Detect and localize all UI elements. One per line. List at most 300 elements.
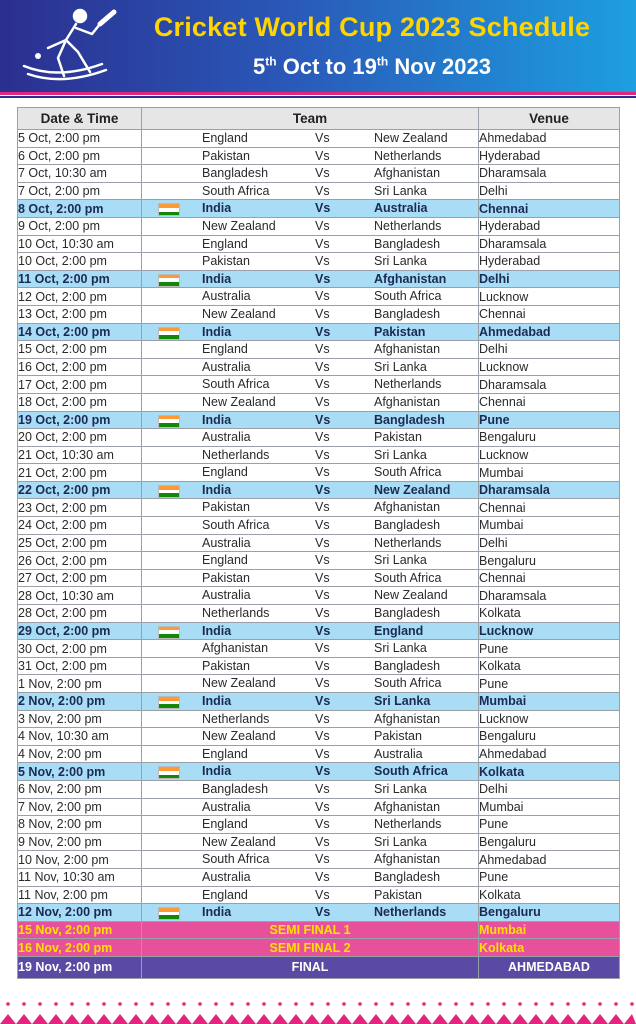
team-two: Afghanistan bbox=[374, 500, 441, 515]
match-date: 12 Nov, 2:00 pm bbox=[18, 904, 142, 922]
match-row bbox=[18, 605, 620, 623]
match-date: 13 Oct, 2:00 pm bbox=[18, 305, 142, 323]
match-row bbox=[18, 534, 620, 552]
match-venue: Bengaluru bbox=[479, 552, 620, 570]
versus-label: Vs bbox=[315, 289, 330, 304]
india-flag-icon bbox=[158, 766, 180, 779]
team-one: New Zealand bbox=[202, 676, 276, 691]
match-date: 10 Oct, 10:30 am bbox=[18, 235, 142, 253]
match-teams bbox=[142, 693, 479, 711]
team-two: South Africa bbox=[374, 465, 442, 480]
match-date: 19 Nov, 2:00 pm bbox=[18, 956, 142, 978]
team-two: Bangladesh bbox=[374, 412, 445, 427]
team-one: Pakistan bbox=[202, 148, 250, 163]
match-teams bbox=[142, 851, 479, 869]
match-venue: Dharamsala bbox=[479, 587, 620, 605]
match-row bbox=[18, 341, 620, 359]
stage-label: SEMI FINAL 2 bbox=[142, 939, 479, 957]
team-two: England bbox=[374, 623, 424, 638]
match-row bbox=[18, 429, 620, 447]
versus-label: Vs bbox=[315, 817, 330, 832]
match-teams bbox=[142, 868, 479, 886]
team-one: Australia bbox=[202, 869, 251, 884]
team-one: England bbox=[202, 131, 248, 145]
team-one: New Zealand bbox=[202, 729, 276, 744]
team-one: India bbox=[202, 324, 232, 339]
match-venue: Ahmedabad bbox=[479, 745, 620, 763]
versus-label: Vs bbox=[315, 887, 330, 902]
match-teams bbox=[142, 816, 479, 834]
versus-label: Vs bbox=[315, 588, 330, 603]
match-venue: Lucknow bbox=[479, 288, 620, 306]
india-match-row bbox=[18, 411, 620, 429]
match-venue: Dharamsala bbox=[479, 376, 620, 394]
team-two: Bangladesh bbox=[374, 518, 441, 533]
versus-label: Vs bbox=[315, 271, 331, 286]
match-venue: Chennai bbox=[479, 499, 620, 517]
match-venue: Bengaluru bbox=[479, 904, 620, 922]
team-two: Australia bbox=[374, 746, 423, 761]
india-match-row bbox=[18, 270, 620, 288]
team-one: South Africa bbox=[202, 852, 270, 867]
team-one: Pakistan bbox=[202, 254, 250, 269]
match-teams bbox=[142, 499, 479, 517]
match-venue: Chennai bbox=[479, 305, 620, 323]
india-match-row bbox=[18, 481, 620, 499]
match-row bbox=[18, 517, 620, 535]
match-venue: Pune bbox=[479, 640, 620, 658]
match-date: 7 Oct, 2:00 pm bbox=[18, 182, 142, 200]
team-two: South Africa bbox=[374, 764, 448, 779]
match-date: 31 Oct, 2:00 pm bbox=[18, 657, 142, 675]
match-teams bbox=[142, 552, 479, 570]
match-teams bbox=[142, 130, 479, 148]
india-flag-icon bbox=[158, 203, 180, 216]
team-two: Bangladesh bbox=[374, 236, 441, 251]
match-teams bbox=[142, 323, 479, 341]
match-date: 9 Nov, 2:00 pm bbox=[18, 833, 142, 851]
team-two: Sri Lanka bbox=[374, 834, 427, 849]
match-venue: Ahmedabad bbox=[479, 323, 620, 341]
match-date: 7 Oct, 10:30 am bbox=[18, 165, 142, 183]
match-row bbox=[18, 833, 620, 851]
team-one: South Africa bbox=[202, 183, 270, 198]
team-two: Pakistan bbox=[374, 430, 422, 445]
versus-label: Vs bbox=[315, 799, 330, 814]
match-date: 16 Nov, 2:00 pm bbox=[18, 939, 142, 957]
versus-label: Vs bbox=[315, 852, 330, 867]
match-row bbox=[18, 868, 620, 886]
team-one: India bbox=[202, 482, 232, 497]
match-row bbox=[18, 587, 620, 605]
match-venue: Pune bbox=[479, 868, 620, 886]
versus-label: Vs bbox=[315, 236, 330, 251]
match-date: 23 Oct, 2:00 pm bbox=[18, 499, 142, 517]
match-venue: Pune bbox=[479, 411, 620, 429]
match-row bbox=[18, 305, 620, 323]
stage-label: SEMI FINAL 1 bbox=[142, 921, 479, 939]
team-one: Australia bbox=[202, 430, 251, 445]
schedule-table bbox=[17, 107, 620, 979]
team-one: Netherlands bbox=[202, 447, 270, 462]
india-match-row bbox=[18, 622, 620, 640]
match-venue: Delhi bbox=[479, 182, 620, 200]
match-teams bbox=[142, 305, 479, 323]
match-venue: Pune bbox=[479, 675, 620, 693]
team-one: England bbox=[202, 342, 248, 357]
match-date: 10 Nov, 2:00 pm bbox=[18, 851, 142, 869]
team-two: Afghanistan bbox=[374, 166, 441, 181]
match-date: 5 Oct, 2:00 pm bbox=[18, 130, 142, 148]
match-row bbox=[18, 640, 620, 658]
match-venue: Kolkata bbox=[479, 605, 620, 623]
india-match-row bbox=[18, 763, 620, 781]
india-flag-icon bbox=[158, 696, 180, 709]
team-two: Pakistan bbox=[374, 887, 422, 902]
team-two: Afghanistan bbox=[374, 394, 441, 409]
match-date: 10 Oct, 2:00 pm bbox=[18, 253, 142, 271]
match-venue: Bengaluru bbox=[479, 429, 620, 447]
match-date: 30 Oct, 2:00 pm bbox=[18, 640, 142, 658]
column-header-venue: Venue bbox=[479, 108, 620, 130]
match-teams bbox=[142, 270, 479, 288]
match-teams bbox=[142, 587, 479, 605]
match-row bbox=[18, 446, 620, 464]
date-range-subtitle: 5th Oct to 19th Nov 2023 bbox=[253, 54, 491, 79]
versus-label: Vs bbox=[315, 623, 331, 638]
team-two: New Zealand bbox=[374, 482, 451, 497]
india-flag-icon bbox=[158, 274, 180, 287]
versus-label: Vs bbox=[315, 746, 330, 761]
match-date: 22 Oct, 2:00 pm bbox=[18, 481, 142, 499]
match-teams bbox=[142, 517, 479, 535]
match-teams bbox=[142, 780, 479, 798]
match-row bbox=[18, 464, 620, 482]
versus-label: Vs bbox=[315, 641, 330, 656]
team-two: Netherlands bbox=[374, 377, 442, 392]
match-teams bbox=[142, 622, 479, 640]
versus-label: Vs bbox=[315, 500, 330, 515]
team-one: England bbox=[202, 236, 248, 251]
versus-label: Vs bbox=[315, 535, 330, 550]
match-date: 15 Nov, 2:00 pm bbox=[18, 921, 142, 939]
match-teams bbox=[142, 200, 479, 218]
versus-label: Vs bbox=[315, 377, 330, 392]
match-row bbox=[18, 235, 620, 253]
versus-label: Vs bbox=[315, 518, 330, 533]
match-date: 20 Oct, 2:00 pm bbox=[18, 429, 142, 447]
match-date: 8 Nov, 2:00 pm bbox=[18, 816, 142, 834]
match-venue: Chennai bbox=[479, 200, 620, 218]
versus-label: Vs bbox=[315, 570, 330, 585]
team-one: England bbox=[202, 887, 248, 902]
match-date: 28 Oct, 10:30 am bbox=[18, 587, 142, 605]
team-one: New Zealand bbox=[202, 218, 276, 233]
match-date: 3 Nov, 2:00 pm bbox=[18, 710, 142, 728]
versus-label: Vs bbox=[315, 166, 330, 181]
team-two: Afghanistan bbox=[374, 342, 441, 357]
table-header-row bbox=[18, 108, 620, 130]
versus-label: Vs bbox=[315, 729, 330, 744]
team-one: Netherlands bbox=[202, 606, 270, 621]
versus-label: Vs bbox=[315, 447, 330, 462]
match-date: 2 Nov, 2:00 pm bbox=[18, 693, 142, 711]
match-date: 21 Oct, 2:00 pm bbox=[18, 464, 142, 482]
team-one: India bbox=[202, 412, 232, 427]
team-one: Pakistan bbox=[202, 658, 250, 673]
match-teams bbox=[142, 534, 479, 552]
versus-label: Vs bbox=[315, 465, 330, 480]
team-two: Pakistan bbox=[374, 729, 422, 744]
match-row bbox=[18, 780, 620, 798]
match-venue: Kolkata bbox=[479, 763, 620, 781]
team-one: India bbox=[202, 271, 232, 286]
match-date: 6 Oct, 2:00 pm bbox=[18, 147, 142, 165]
match-venue: Mumbai bbox=[479, 464, 620, 482]
match-date: 28 Oct, 2:00 pm bbox=[18, 605, 142, 623]
match-row bbox=[18, 130, 620, 148]
match-venue: Lucknow bbox=[479, 446, 620, 464]
match-teams bbox=[142, 376, 479, 394]
match-row bbox=[18, 728, 620, 746]
match-venue: Hyderabad bbox=[479, 147, 620, 165]
team-two: Netherlands bbox=[374, 535, 442, 550]
team-one: Netherlands bbox=[202, 711, 270, 726]
footer-zigzag-border bbox=[0, 996, 636, 1024]
team-two: Sri Lanka bbox=[374, 781, 427, 796]
team-two: Bangladesh bbox=[374, 306, 441, 321]
team-one: Bangladesh bbox=[202, 781, 269, 796]
match-teams bbox=[142, 429, 479, 447]
match-teams bbox=[142, 745, 479, 763]
team-two: Afghanistan bbox=[374, 799, 441, 814]
team-two: South Africa bbox=[374, 676, 442, 691]
semi-final-row bbox=[18, 921, 620, 939]
match-venue: Mumbai bbox=[479, 798, 620, 816]
match-venue: Kolkata bbox=[479, 657, 620, 675]
header-accent-line bbox=[0, 92, 636, 95]
team-two: Netherlands bbox=[374, 218, 442, 233]
india-flag-icon bbox=[158, 485, 180, 498]
versus-label: Vs bbox=[315, 430, 330, 445]
team-one: Australia bbox=[202, 359, 251, 374]
team-two: South Africa bbox=[374, 289, 442, 304]
match-row bbox=[18, 217, 620, 235]
team-two: Bangladesh bbox=[374, 606, 441, 621]
team-one: India bbox=[202, 905, 232, 920]
team-two: Sri Lanka bbox=[374, 553, 427, 568]
match-venue: Mumbai bbox=[479, 693, 620, 711]
team-two: Australia bbox=[374, 201, 428, 216]
match-teams bbox=[142, 147, 479, 165]
match-venue: Lucknow bbox=[479, 358, 620, 376]
match-row bbox=[18, 393, 620, 411]
team-two: Sri Lanka bbox=[374, 254, 427, 269]
match-row bbox=[18, 376, 620, 394]
match-row bbox=[18, 499, 620, 517]
versus-label: Vs bbox=[315, 359, 330, 374]
india-match-row bbox=[18, 693, 620, 711]
cricket-batsman-icon bbox=[18, 6, 118, 86]
match-teams bbox=[142, 833, 479, 851]
team-one: England bbox=[202, 746, 248, 761]
match-row bbox=[18, 886, 620, 904]
team-one: Australia bbox=[202, 535, 251, 550]
versus-label: Vs bbox=[315, 482, 331, 497]
match-date: 16 Oct, 2:00 pm bbox=[18, 358, 142, 376]
match-teams bbox=[142, 341, 479, 359]
team-one: Afghanistan bbox=[202, 641, 269, 656]
match-venue: Mumbai bbox=[479, 921, 620, 939]
match-venue: Dharamsala bbox=[479, 165, 620, 183]
team-two: Bangladesh bbox=[374, 658, 441, 673]
final-row bbox=[18, 956, 620, 978]
match-teams bbox=[142, 728, 479, 746]
match-teams bbox=[142, 569, 479, 587]
team-two: Sri Lanka bbox=[374, 183, 427, 198]
match-date: 21 Oct, 10:30 am bbox=[18, 446, 142, 464]
team-two: Netherlands bbox=[374, 148, 442, 163]
match-teams bbox=[142, 393, 479, 411]
match-venue: Kolkata bbox=[479, 886, 620, 904]
match-teams bbox=[142, 657, 479, 675]
match-date: 5 Nov, 2:00 pm bbox=[18, 763, 142, 781]
team-one: Australia bbox=[202, 289, 251, 304]
match-teams bbox=[142, 798, 479, 816]
match-teams bbox=[142, 464, 479, 482]
match-date: 1 Nov, 2:00 pm bbox=[18, 675, 142, 693]
india-match-row bbox=[18, 904, 620, 922]
team-two: Sri Lanka bbox=[374, 641, 427, 656]
versus-label: Vs bbox=[315, 711, 330, 726]
match-date: 11 Nov, 10:30 am bbox=[18, 868, 142, 886]
match-date: 19 Oct, 2:00 pm bbox=[18, 411, 142, 429]
team-one: Australia bbox=[202, 588, 251, 603]
match-date: 11 Oct, 2:00 pm bbox=[18, 270, 142, 288]
match-row bbox=[18, 657, 620, 675]
match-venue: Pune bbox=[479, 816, 620, 834]
team-one: England bbox=[202, 465, 248, 480]
match-row bbox=[18, 745, 620, 763]
match-venue: Dharamsala bbox=[479, 235, 620, 253]
match-venue: Lucknow bbox=[479, 622, 620, 640]
match-date: 12 Oct, 2:00 pm bbox=[18, 288, 142, 306]
semi-final-row bbox=[18, 939, 620, 957]
versus-label: Vs bbox=[315, 148, 330, 163]
versus-label: Vs bbox=[315, 324, 331, 339]
match-row bbox=[18, 675, 620, 693]
team-one: Bangladesh bbox=[202, 166, 269, 181]
versus-label: Vs bbox=[315, 676, 330, 691]
match-date: 17 Oct, 2:00 pm bbox=[18, 376, 142, 394]
versus-label: Vs bbox=[315, 342, 330, 357]
team-one: New Zealand bbox=[202, 394, 276, 409]
match-row bbox=[18, 569, 620, 587]
match-date: 9 Oct, 2:00 pm bbox=[18, 217, 142, 235]
match-teams bbox=[142, 411, 479, 429]
match-row bbox=[18, 288, 620, 306]
match-teams bbox=[142, 640, 479, 658]
team-two: New Zealand bbox=[374, 131, 448, 145]
match-venue: Hyderabad bbox=[479, 253, 620, 271]
versus-label: Vs bbox=[315, 394, 330, 409]
match-teams bbox=[142, 217, 479, 235]
match-row bbox=[18, 358, 620, 376]
match-row bbox=[18, 710, 620, 728]
versus-label: Vs bbox=[315, 183, 330, 198]
team-two: Sri Lanka bbox=[374, 359, 427, 374]
match-date: 18 Oct, 2:00 pm bbox=[18, 393, 142, 411]
versus-label: Vs bbox=[315, 254, 330, 269]
match-row bbox=[18, 182, 620, 200]
match-teams bbox=[142, 358, 479, 376]
match-date: 8 Oct, 2:00 pm bbox=[18, 200, 142, 218]
team-one: England bbox=[202, 553, 248, 568]
match-row bbox=[18, 147, 620, 165]
match-row bbox=[18, 798, 620, 816]
match-date: 7 Nov, 2:00 pm bbox=[18, 798, 142, 816]
match-date: 15 Oct, 2:00 pm bbox=[18, 341, 142, 359]
match-venue: Delhi bbox=[479, 341, 620, 359]
team-two: South Africa bbox=[374, 570, 442, 585]
match-date: 26 Oct, 2:00 pm bbox=[18, 552, 142, 570]
team-two: Afghanistan bbox=[374, 711, 441, 726]
team-one: Pakistan bbox=[202, 500, 250, 515]
team-one: India bbox=[202, 201, 232, 216]
match-teams bbox=[142, 253, 479, 271]
match-teams bbox=[142, 165, 479, 183]
versus-label: Vs bbox=[315, 834, 330, 849]
match-venue: Delhi bbox=[479, 270, 620, 288]
match-teams bbox=[142, 446, 479, 464]
team-two: Pakistan bbox=[374, 324, 426, 339]
team-one: India bbox=[202, 623, 232, 638]
india-match-row bbox=[18, 323, 620, 341]
team-two: Sri Lanka bbox=[374, 447, 427, 462]
india-flag-icon bbox=[158, 907, 180, 920]
team-one: Australia bbox=[202, 799, 251, 814]
match-date: 29 Oct, 2:00 pm bbox=[18, 622, 142, 640]
match-venue: Ahmedabad bbox=[479, 130, 620, 148]
team-one: Pakistan bbox=[202, 570, 250, 585]
match-row bbox=[18, 816, 620, 834]
versus-label: Vs bbox=[315, 905, 331, 920]
versus-label: Vs bbox=[315, 218, 330, 233]
match-venue: Ahmedabad bbox=[479, 851, 620, 869]
versus-label: Vs bbox=[315, 131, 330, 145]
team-two: Bangladesh bbox=[374, 869, 441, 884]
team-two: Sri Lanka bbox=[374, 694, 431, 708]
team-one: New Zealand bbox=[202, 834, 276, 849]
match-teams bbox=[142, 235, 479, 253]
match-venue: Mumbai bbox=[479, 517, 620, 535]
match-venue: Chennai bbox=[479, 393, 620, 411]
match-venue: Delhi bbox=[479, 780, 620, 798]
match-venue: Chennai bbox=[479, 569, 620, 587]
column-header-team: Team bbox=[142, 108, 479, 130]
versus-label: Vs bbox=[315, 869, 330, 884]
india-match-row bbox=[18, 200, 620, 218]
match-teams bbox=[142, 886, 479, 904]
header-divider-line bbox=[0, 96, 636, 98]
match-teams bbox=[142, 481, 479, 499]
versus-label: Vs bbox=[315, 781, 330, 796]
team-one: England bbox=[202, 817, 248, 832]
match-date: 6 Nov, 2:00 pm bbox=[18, 780, 142, 798]
match-date: 4 Nov, 10:30 am bbox=[18, 728, 142, 746]
match-row bbox=[18, 165, 620, 183]
match-teams bbox=[142, 605, 479, 623]
